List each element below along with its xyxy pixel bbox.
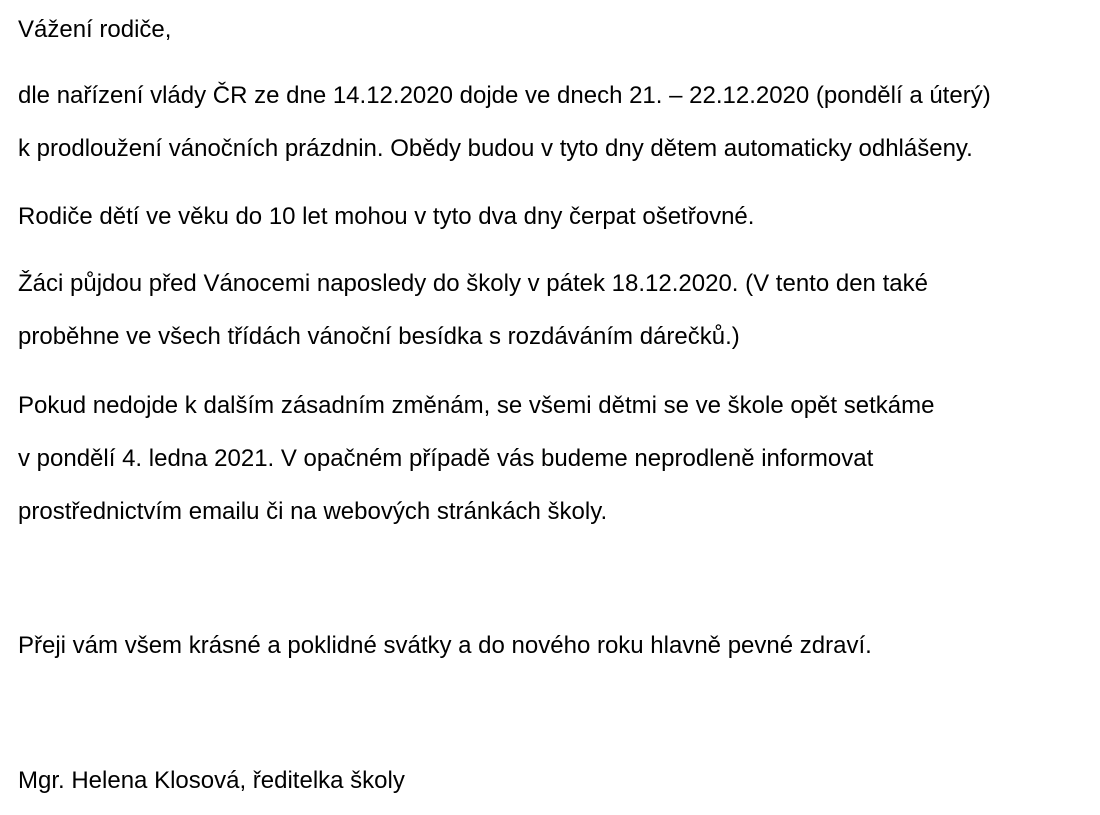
closing-wishes: Přeji vám všem krásné a poklidné svátky a do nového roku hlavně pevné zdraví. bbox=[18, 632, 872, 659]
paragraph-line: prostřednictvím emailu či na webových stránkách školy. bbox=[18, 498, 608, 525]
paragraph-line: dle nařízení vlády ČR ze dne 14.12.2020 dojde ve dnech 21. – 22.12.2020 (pondělí a úterý) bbox=[18, 82, 991, 109]
paragraph-line: Pokud nedojde k dalším zásadním změnám, se všemi dětmi se ve škole opět setkáme bbox=[18, 392, 935, 419]
paragraph-line: k prodloužení vánočních prázdnin. Obědy budou v tyto dny dětem automaticky odhlášeny. bbox=[18, 135, 973, 162]
paragraph-line: v pondělí 4. ledna 2021. V opačném případě vás budeme neprodleně informovat bbox=[18, 445, 874, 472]
salutation: Vážení rodiče, bbox=[18, 16, 172, 43]
signature: Mgr. Helena Klosová, ředitelka školy bbox=[18, 767, 405, 794]
paragraph-line: Žáci půjdou před Vánocemi naposledy do školy v pátek 18.12.2020. (V tento den také bbox=[18, 270, 928, 297]
paragraph-line: Rodiče dětí ve věku do 10 let mohou v tyto dva dny čerpat ošetřovné. bbox=[18, 203, 755, 230]
paragraph-line: proběhne ve všech třídách vánoční besídka s rozdáváním dárečků.) bbox=[18, 323, 740, 350]
